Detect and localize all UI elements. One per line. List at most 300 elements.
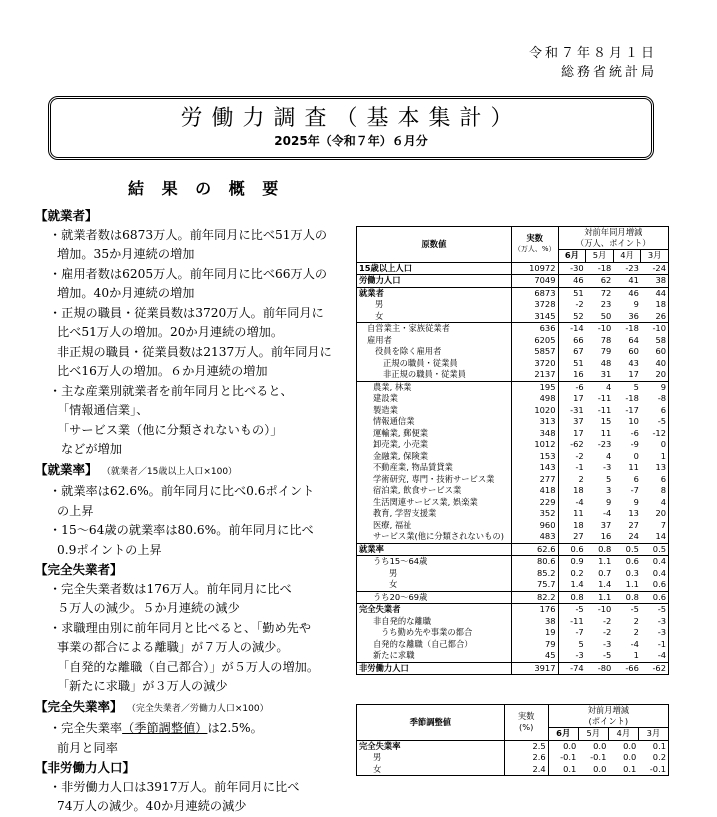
row-change: 6 <box>633 473 639 484</box>
section-note: （完全失業者／労働力人口×100） <box>126 703 269 714</box>
row-label: サービス業(他に分類されないもの) <box>373 531 504 542</box>
table-row <box>357 311 669 323</box>
row-change: 23 <box>600 299 612 310</box>
row-change: 60 <box>655 346 666 357</box>
section-heading-employed: 【就業者】 <box>35 208 98 223</box>
row-change: 38 <box>641 275 669 288</box>
row-change: -3 <box>603 462 612 473</box>
row-change: 11 <box>628 462 639 473</box>
row-change: 51 <box>558 287 586 299</box>
release-date-line: 令和７年８月１日 <box>528 46 657 61</box>
row-change: -0.1 <box>649 763 666 774</box>
row-value: 6873 <box>511 287 558 299</box>
row-label: うち15～64歳 <box>357 556 512 568</box>
table-row <box>357 556 669 568</box>
row-value: 80.6 <box>511 556 558 568</box>
table-row <box>357 393 669 405</box>
row-change: -10 <box>641 323 669 335</box>
row-change: -5 <box>558 604 586 616</box>
row-change: 18 <box>655 299 666 310</box>
text-line: 74万人の減少。40か月連続の減少 <box>57 799 247 813</box>
page-subtitle: 2025年（令和７年）６月分 <box>274 134 428 148</box>
row-change: -14 <box>558 323 586 335</box>
row-label: 新たに求職 <box>373 650 415 661</box>
row-change: 43 <box>628 357 639 368</box>
row-change: -23 <box>597 439 612 450</box>
table-row <box>357 416 669 428</box>
row-label: 製造業 <box>373 404 398 415</box>
row-change: 0.8 <box>613 591 641 604</box>
row-change: 9 <box>641 381 669 393</box>
row-change: 36 <box>628 310 639 321</box>
row-change: -3 <box>603 638 612 649</box>
row-change: -4 <box>630 638 639 649</box>
text-line: 非正規の職員・従業員数は2137万人。前年同月に <box>57 344 332 359</box>
table-header-label: 原数値 <box>357 227 512 263</box>
table-row <box>357 381 669 393</box>
row-value: 418 <box>511 485 558 497</box>
row-change: 0.0 <box>623 752 637 763</box>
row-change: -5 <box>657 416 666 427</box>
row-label: 完全失業率 <box>357 740 505 752</box>
row-value: 3917 <box>511 662 558 675</box>
row-change: 4 <box>660 496 666 507</box>
row-change: 62 <box>586 275 614 288</box>
row-change: 2 <box>633 627 639 638</box>
row-label: 不動産業, 物品賃貸業 <box>373 462 453 473</box>
row-change: 0.8 <box>558 591 586 604</box>
table-row <box>357 369 669 381</box>
row-change: 4 <box>586 381 614 393</box>
text-line: ・非労働力人口は3917万人。前年同月に比べ <box>49 779 300 794</box>
row-change: 20 <box>655 369 666 380</box>
table-row <box>357 428 669 440</box>
table-row <box>357 520 669 532</box>
table-body <box>357 740 669 776</box>
text-line: ・正規の職員・従業員数は3720万人。前年同月に <box>49 305 324 320</box>
text-line: ・雇用者数は6205万人。前年同月に比べ66万人の <box>49 266 328 281</box>
row-value: 498 <box>511 393 558 405</box>
text-line: 「サービス業（他に分類されないもの）」 <box>57 422 283 437</box>
row-change: -23 <box>613 262 641 275</box>
row-value: 3728 <box>511 299 558 311</box>
row-label: うち20～69歳 <box>357 591 512 604</box>
row-change: -7 <box>558 627 586 639</box>
row-change: 0.6 <box>652 579 666 590</box>
row-value: 62.6 <box>511 543 558 556</box>
row-change: 1.1 <box>586 556 614 568</box>
row-label: 役員を除く雇用者 <box>375 346 442 357</box>
table-header-actual <box>511 227 558 263</box>
text-line: ・15～64歳の就業率は80.6%。前年同月に比べ <box>49 523 314 537</box>
row-label: 男 <box>373 752 382 763</box>
row-change: -18 <box>625 393 639 404</box>
row-change: 0.0 <box>593 763 607 774</box>
row-change: 64 <box>628 334 639 345</box>
table-row <box>357 451 669 463</box>
row-change: -4 <box>558 497 586 509</box>
row-change: 24 <box>628 531 639 542</box>
header-actual-unit: (%) <box>519 722 534 733</box>
row-change: 46 <box>613 287 641 299</box>
row-change: 17 <box>628 369 639 380</box>
row-label: 非労働力人口 <box>357 662 512 675</box>
header-actual-unit: （万人、%） <box>513 245 556 254</box>
text-line: 比べ51万人の増加。20か月連続の増加。 <box>57 325 284 339</box>
table-row <box>357 497 669 509</box>
row-change: 16 <box>600 531 612 542</box>
row-value: 960 <box>511 520 558 532</box>
text-line: 事業の都合による離職」が７万人の減少。 <box>57 640 289 654</box>
table-row <box>357 405 669 417</box>
row-label: 情報通信業 <box>373 416 415 427</box>
row-change: 0.7 <box>598 567 612 578</box>
row-change: 18 <box>558 485 586 497</box>
row-change: 9 <box>606 496 612 507</box>
row-change: 27 <box>558 531 586 543</box>
row-change: -11 <box>597 404 612 415</box>
row-change: 26 <box>655 310 666 321</box>
row-change: 5 <box>606 473 612 484</box>
row-change: 79 <box>600 346 612 357</box>
row-change: 2 <box>633 615 639 626</box>
row-change: 8 <box>660 485 666 496</box>
table-header-label: 季節調整値 <box>357 705 505 741</box>
text-line: 「情報通信業」、 <box>57 403 149 417</box>
section-heading-employment-rate <box>35 460 360 483</box>
header-actual-title: 実数 <box>517 711 535 722</box>
header-change-unit: (ポイント) <box>588 716 629 726</box>
row-change: -2 <box>558 299 586 311</box>
row-label: 女 <box>373 763 382 774</box>
row-change: -4 <box>657 650 666 661</box>
row-value: 82.2 <box>511 591 558 604</box>
row-change: 0.0 <box>608 740 638 752</box>
row-label: 生活関連サービス業, 娯楽業 <box>373 496 478 507</box>
table-row <box>357 752 669 764</box>
table-row <box>357 335 669 347</box>
row-change: 5 <box>613 381 641 393</box>
row-label: 建設業 <box>373 393 398 404</box>
text-line: 増加。35か月連続の増加 <box>57 247 195 261</box>
row-change: 58 <box>655 334 666 345</box>
row-change: -4 <box>603 508 612 519</box>
row-value: 2137 <box>511 369 558 381</box>
row-change: -62 <box>641 662 669 675</box>
row-label: 運輸業, 郵便業 <box>373 427 429 438</box>
row-change: 0.4 <box>641 556 669 568</box>
row-change: -2 <box>603 627 612 638</box>
table-body <box>357 262 669 675</box>
row-change: 0.1 <box>548 764 578 776</box>
row-change: 1.1 <box>586 591 614 604</box>
row-change: 0.0 <box>578 740 608 752</box>
header-change-title: 対前月増減 <box>587 705 630 715</box>
row-change: 52 <box>558 311 586 323</box>
row-change: 1.4 <box>598 579 612 590</box>
page-title: 労働力調査（基本集計） <box>180 106 522 131</box>
row-change: 40 <box>655 357 666 368</box>
text-line: ・完全失業者数は176万人。前年同月に比べ <box>49 581 292 596</box>
row-change: 50 <box>600 310 612 321</box>
row-change: -24 <box>641 262 669 275</box>
table-row <box>357 531 669 543</box>
row-label: 非自発的な離職 <box>373 615 432 626</box>
row-change: 6 <box>660 473 666 484</box>
row-change: 0.8 <box>586 543 614 556</box>
row-change: -30 <box>558 262 586 275</box>
row-change: -10 <box>586 604 614 616</box>
row-label: 金融業, 保険業 <box>373 450 429 461</box>
row-change: 6 <box>660 404 666 415</box>
month-header: 6月 <box>548 728 578 741</box>
text-span-underlined: （季節調整値） <box>122 721 208 735</box>
table-row <box>357 616 669 628</box>
row-value: 5857 <box>511 346 558 358</box>
header-change-title: 対前年同月増減 <box>584 227 643 237</box>
month-header: 4月 <box>608 728 638 741</box>
row-change: 0.5 <box>613 543 641 556</box>
text-line <box>35 719 360 739</box>
table-row <box>357 358 669 370</box>
row-change: 20 <box>655 508 666 519</box>
row-change: 0.1 <box>638 740 668 752</box>
row-label: 卸売業, 小売業 <box>373 439 429 450</box>
row-value: 3720 <box>511 358 558 370</box>
row-label: 女 <box>375 310 384 321</box>
row-change: 60 <box>628 346 639 357</box>
row-change: -2 <box>558 451 586 463</box>
row-label: うち勤め先や事業の都合 <box>381 627 473 638</box>
row-change: -1 <box>558 462 586 474</box>
row-change: -74 <box>558 662 586 675</box>
row-change: -3 <box>657 615 666 626</box>
row-change: 5 <box>558 639 586 651</box>
row-change: 46 <box>558 275 586 288</box>
table-row <box>357 591 669 604</box>
row-value: 2.6 <box>504 752 548 764</box>
row-change: 4 <box>606 450 612 461</box>
row-label: 教育, 学習支援業 <box>373 508 437 519</box>
text-line: などが増加 <box>61 442 122 456</box>
row-change: 9 <box>633 299 639 310</box>
text-line: 「新たに求職」が３万人の減少 <box>57 679 228 693</box>
text-line: ５万人の減少。５か月連続の減少 <box>57 601 240 615</box>
row-change: 78 <box>600 334 612 345</box>
row-value: 19 <box>511 627 558 639</box>
row-change: 1 <box>660 450 666 461</box>
seasonally-adjusted-table <box>356 704 669 776</box>
row-value: 1020 <box>511 405 558 417</box>
row-change: -9 <box>630 439 639 450</box>
row-label: 自発的な離職（自己都合） <box>373 638 473 649</box>
section-heading-non-labor: 【非労働力人口】 <box>35 760 136 775</box>
table-row <box>357 299 669 311</box>
table-row <box>357 568 669 580</box>
table-row <box>357 604 669 616</box>
row-change: -66 <box>613 662 641 675</box>
row-label: 就業者 <box>357 287 512 299</box>
row-change: 0.9 <box>558 556 586 568</box>
row-change: -1 <box>657 638 666 649</box>
row-change: 0.4 <box>652 567 666 578</box>
row-change: -2 <box>603 615 612 626</box>
section-heading-label: 【就業率】 <box>35 461 98 477</box>
row-label: 完全失業者 <box>357 604 512 616</box>
row-label: 自営業主・家族従業者 <box>357 323 512 335</box>
table-row <box>357 740 669 752</box>
row-change: 51 <box>558 358 586 370</box>
row-value: 636 <box>511 323 558 335</box>
row-value: 75.7 <box>511 579 558 591</box>
table-row <box>357 508 669 520</box>
original-values-table <box>356 226 669 675</box>
row-change: 9 <box>633 496 639 507</box>
table-row <box>357 764 669 776</box>
row-change: 11 <box>600 427 612 438</box>
section-heading-label: 【完全失業率】 <box>35 698 123 714</box>
text-span: は2.5%。 <box>207 721 263 735</box>
row-change: 37 <box>600 519 612 530</box>
row-change: 67 <box>558 346 586 358</box>
table-row <box>357 275 669 288</box>
row-change: 31 <box>600 369 612 380</box>
row-value: 7049 <box>511 275 558 288</box>
row-change: -31 <box>558 405 586 417</box>
text-line: ・就業者数は6873万人。前年同月に比べ51万人の <box>49 227 328 242</box>
row-change: 27 <box>628 519 639 530</box>
row-value: 79 <box>511 639 558 651</box>
table-row <box>357 627 669 639</box>
row-label: 農業, 林業 <box>357 381 512 393</box>
row-change: 11 <box>558 508 586 520</box>
row-change: -18 <box>586 262 614 275</box>
row-change: 0.6 <box>558 543 586 556</box>
row-label: 男 <box>389 567 398 578</box>
row-label: 学術研究, 専門・技術サービス業 <box>373 473 495 484</box>
row-value: 176 <box>511 604 558 616</box>
row-value: 3145 <box>511 311 558 323</box>
text-line: ・求職理由別に前年同月と比べると、「勤め先や <box>49 620 312 635</box>
summary-text <box>35 206 360 817</box>
row-change: 1 <box>633 650 639 661</box>
section-heading-unemployment-rate <box>35 697 360 720</box>
row-label: 雇用者 <box>367 334 392 345</box>
section-heading-unemployed: 【完全失業者】 <box>35 562 123 577</box>
table-row <box>357 485 669 497</box>
row-change: -7 <box>630 485 639 496</box>
row-change: -11 <box>558 616 586 628</box>
row-change: 0.6 <box>641 591 669 604</box>
text-line: ・就業率は62.6%。前年同月に比べ0.6ポイント <box>49 484 315 498</box>
row-value: 143 <box>511 462 558 474</box>
release-date <box>529 44 657 82</box>
row-change: 15 <box>600 416 612 427</box>
row-change: 3 <box>606 485 612 496</box>
row-change: -0.1 <box>548 752 578 764</box>
row-change: 48 <box>600 357 612 368</box>
row-label: 医療, 福祉 <box>373 519 412 530</box>
month-header: 3月 <box>638 728 668 741</box>
table-row <box>357 262 669 275</box>
row-change: 0 <box>660 439 666 450</box>
row-change: 66 <box>558 335 586 347</box>
month-header: 3月 <box>641 250 669 263</box>
row-change: 1.1 <box>625 579 639 590</box>
table-row <box>357 639 669 651</box>
table-row <box>357 439 669 451</box>
row-change: 72 <box>586 287 614 299</box>
text-line: 0.9ポイントの上昇 <box>57 542 162 557</box>
row-label: 宿泊業, 飲食サービス業 <box>373 485 462 496</box>
table-row <box>357 543 669 556</box>
row-change: 13 <box>655 462 666 473</box>
row-value: 277 <box>511 474 558 486</box>
row-label: 労働力人口 <box>357 275 512 288</box>
section-note: （就業者／15歳以上人口×100） <box>101 466 238 477</box>
table-row <box>357 650 669 662</box>
row-change: 17 <box>558 393 586 405</box>
header-change-unit: （万人、ポイント） <box>575 238 651 248</box>
row-value: 2.4 <box>504 764 548 776</box>
row-change: 0.0 <box>548 740 578 752</box>
row-value: 229 <box>511 497 558 509</box>
summary-heading: 結 果 の 概 要 <box>128 179 285 198</box>
row-value: 348 <box>511 428 558 440</box>
row-value: 1012 <box>511 439 558 451</box>
table-row <box>357 287 669 299</box>
row-change: 37 <box>558 416 586 428</box>
row-change: 0 <box>633 450 639 461</box>
text-line: 前月と同率 <box>57 740 118 755</box>
table-row <box>357 579 669 591</box>
row-value: 10972 <box>511 262 558 275</box>
month-header: 4月 <box>613 250 641 263</box>
month-header: 5月 <box>578 728 608 741</box>
table-header-change <box>548 705 668 728</box>
table-row <box>357 323 669 335</box>
row-change: -3 <box>558 650 586 662</box>
row-change: -10 <box>586 323 614 335</box>
row-change: 0.6 <box>613 556 641 568</box>
row-value: 483 <box>511 531 558 543</box>
row-change: -0.1 <box>590 752 607 763</box>
row-change: 16 <box>558 369 586 381</box>
row-label: 正規の職員・従業員 <box>383 357 458 368</box>
row-label: 非正規の職員・従業員 <box>383 369 466 380</box>
table-row <box>357 346 669 358</box>
table-row <box>357 462 669 474</box>
row-value: 45 <box>511 650 558 662</box>
text-line: の上昇 <box>57 503 94 518</box>
row-change: 1.4 <box>558 579 586 591</box>
row-change: 0.1 <box>623 763 637 774</box>
row-value: 38 <box>511 616 558 628</box>
row-value: 153 <box>511 451 558 463</box>
table-row <box>357 474 669 486</box>
row-change: 0.2 <box>558 568 586 580</box>
row-label: 就業率 <box>357 543 512 556</box>
row-change: -5 <box>641 604 669 616</box>
text-line: 「自発的な離職（自己都合）」が５万人の増加。 <box>57 659 320 674</box>
text-line: 増加。40か月連続の増加 <box>57 286 195 300</box>
row-change: -80 <box>586 662 614 675</box>
row-change: -18 <box>613 323 641 335</box>
text-span: ・完全失業率 <box>49 721 123 735</box>
row-change: -8 <box>657 393 666 404</box>
header-actual-title: 実数 <box>526 233 543 244</box>
table-header-actual <box>504 705 548 741</box>
